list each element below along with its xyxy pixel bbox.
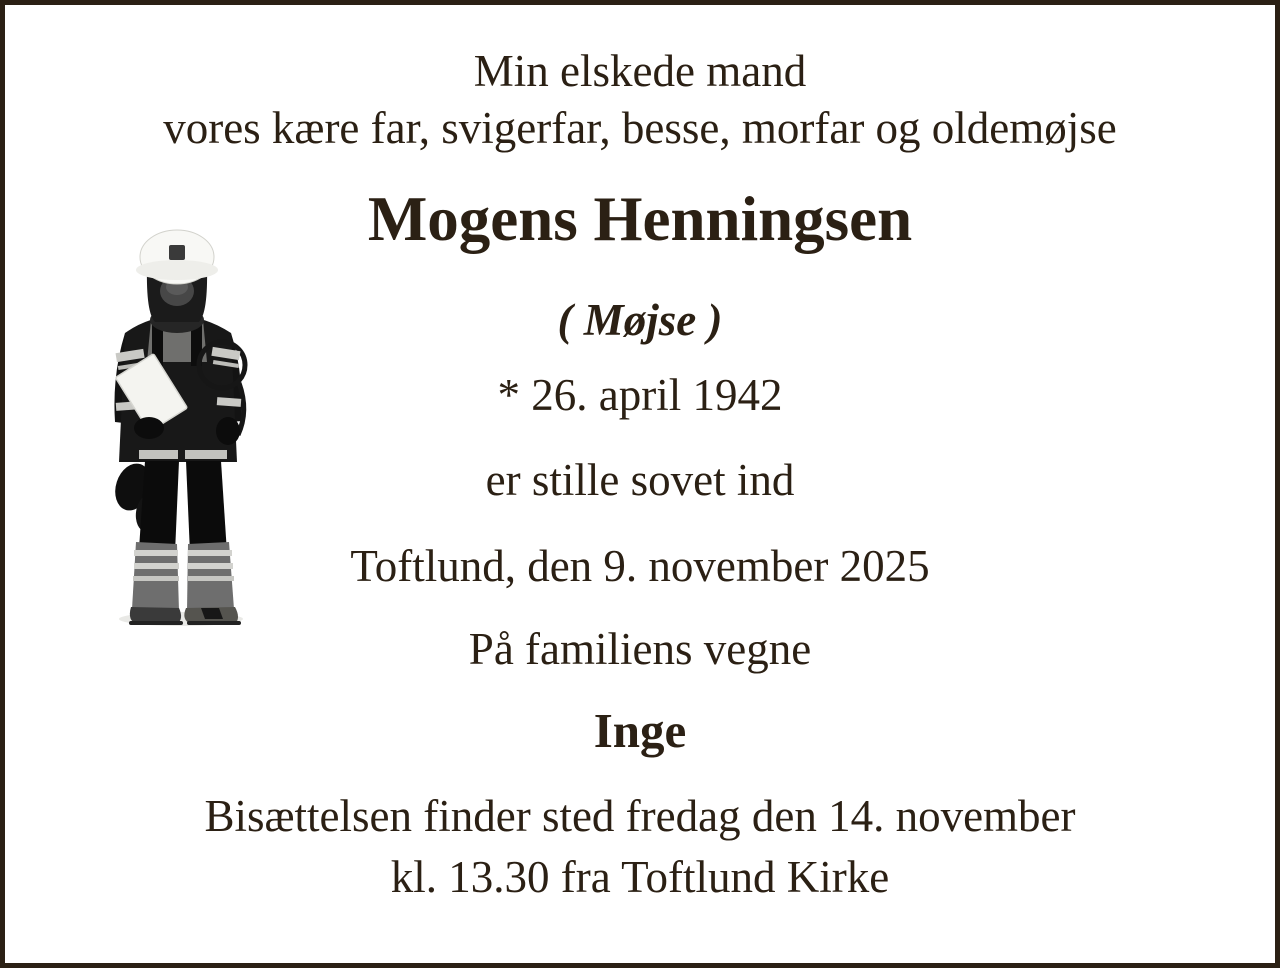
ceremony-line-2: kl. 13.30 fra Toftlund Kirke: [390, 852, 890, 903]
ceremony-details: [5, 786, 1275, 908]
signature-name: Inge: [593, 703, 687, 758]
firefighter-illustration: [89, 225, 267, 627]
intro-line-1: Min elskede mand: [473, 46, 807, 96]
passing-phrase: er stille sovet ind: [485, 455, 795, 505]
behalf-phrase: På familiens vegne: [468, 624, 812, 674]
birth-date: * 26. april 1942: [497, 370, 783, 420]
place-and-date: Toftlund, den 9. november 2025: [350, 541, 930, 591]
deceased-nickname: ( Møjse ): [557, 295, 723, 345]
intro-line-2: vores kære far, svigerfar, besse, morfar og oldemøjse: [163, 103, 1117, 153]
deceased-name: Mogens Henningsen: [367, 184, 913, 254]
ceremony-line-1: Bisættelsen finder sted fredag den 14. november: [204, 791, 1076, 841]
firefighter-photo: [89, 225, 267, 627]
